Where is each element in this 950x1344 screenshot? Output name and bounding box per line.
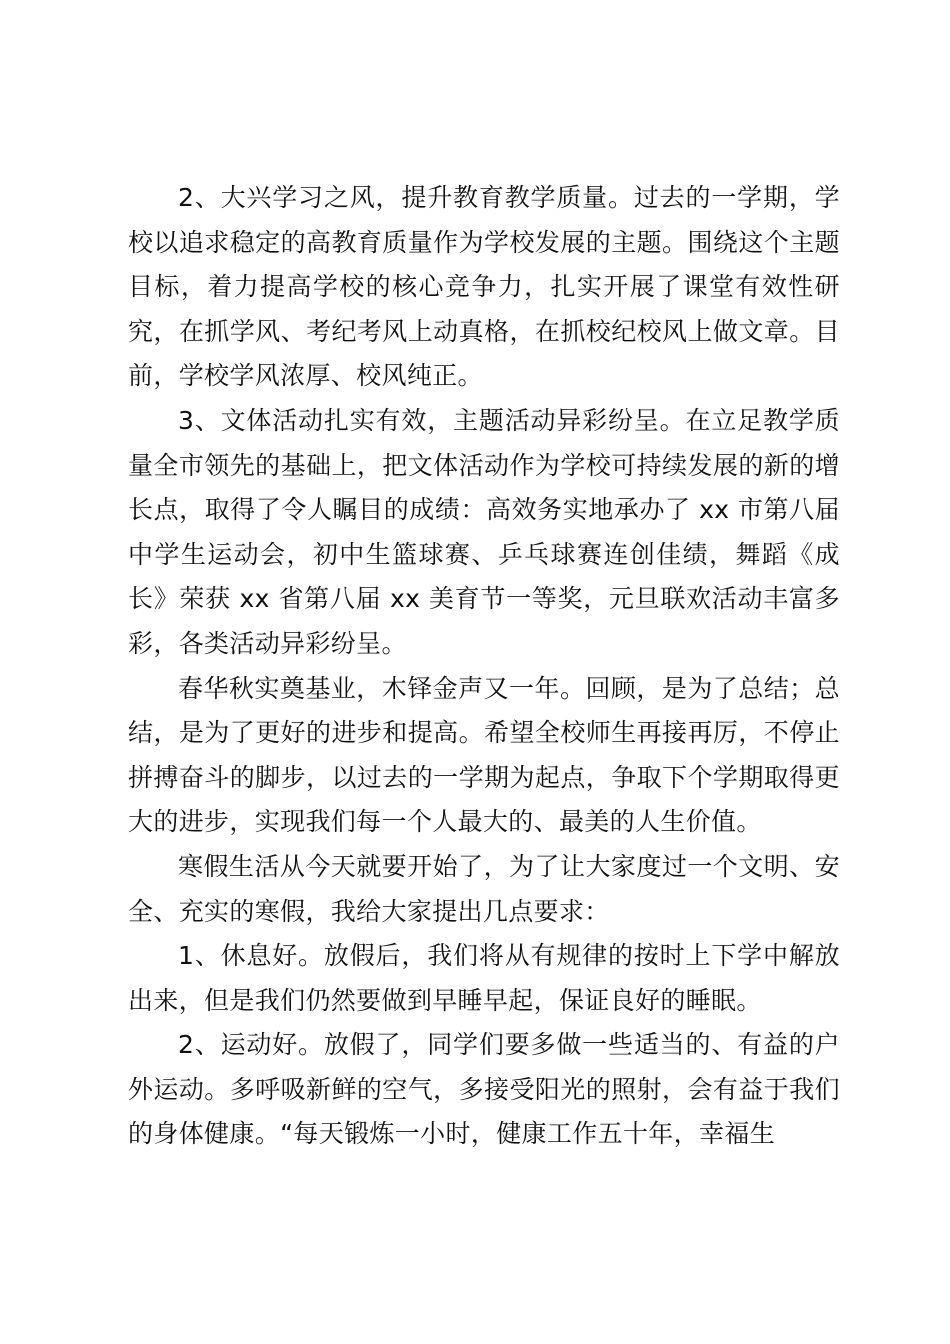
paragraph-winter-vacation-intro: 寒假生活从今天就要开始了，为了让大家度过一个文明、安全、充实的寒假，我给大家提出几点要求： xyxy=(128,851,840,926)
paragraph-review-summary: 春华秋实奠基业，木铎金声又一年。回顾，是为了总结；总结，是为了更好的进步和提高。希望全校师生再接再厉，不停止拼搏奋斗的脚步，以过去的一学期为起点，争取下个学期取得更大的进步，实现我们每一个人最大的、最美的人生价值。 xyxy=(128,673,840,837)
document-body xyxy=(128,176,840,1157)
paragraph-requirement-rest: 1、休息好。放假后，我们将从有规律的按时上下学中解放出来，但是我们仍然要做到早睡早起，保证良好的睡眠。 xyxy=(128,941,840,1015)
paragraph-sports-activities: 3、文体活动扎实有效，主题活动异彩纷呈。在立足教学质量全市领先的基础上，把文体活动作为学校可持续发展的新的增长点，取得了令人瞩目的成绩：高效务实地承办了 xx 市第八届中学生运动会，初中生篮球赛、乒乓球赛连创佳绩，舞蹈《成长》荣获 xx 省第八届 xx 美育节一等奖，元旦联欢活动丰富多彩，各类活动异彩纷呈。 xyxy=(128,405,840,658)
paragraph-study-style: 2、大兴学习之风，提升教育教学质量。过去的一学期，学校以追求稳定的高教育质量作为学校发展的主题。围绕这个主题目标，着力提高学校的核心竞争力，扎实开展了课堂有效性研究，在抓学风、考纪考风上动真格，在抓校纪校风上做文章。目前，学校学风浓厚、校风纯正。 xyxy=(128,183,840,391)
paragraph-requirement-exercise: 2、运动好。放假了，同学们要多做一些适当的、有益的户外运动。多呼吸新鲜的空气，多接受阳光的照射，会有益于我们的身体健康。“每天锻炼一小时，健康工作五十年，幸福生 xyxy=(128,1030,840,1149)
